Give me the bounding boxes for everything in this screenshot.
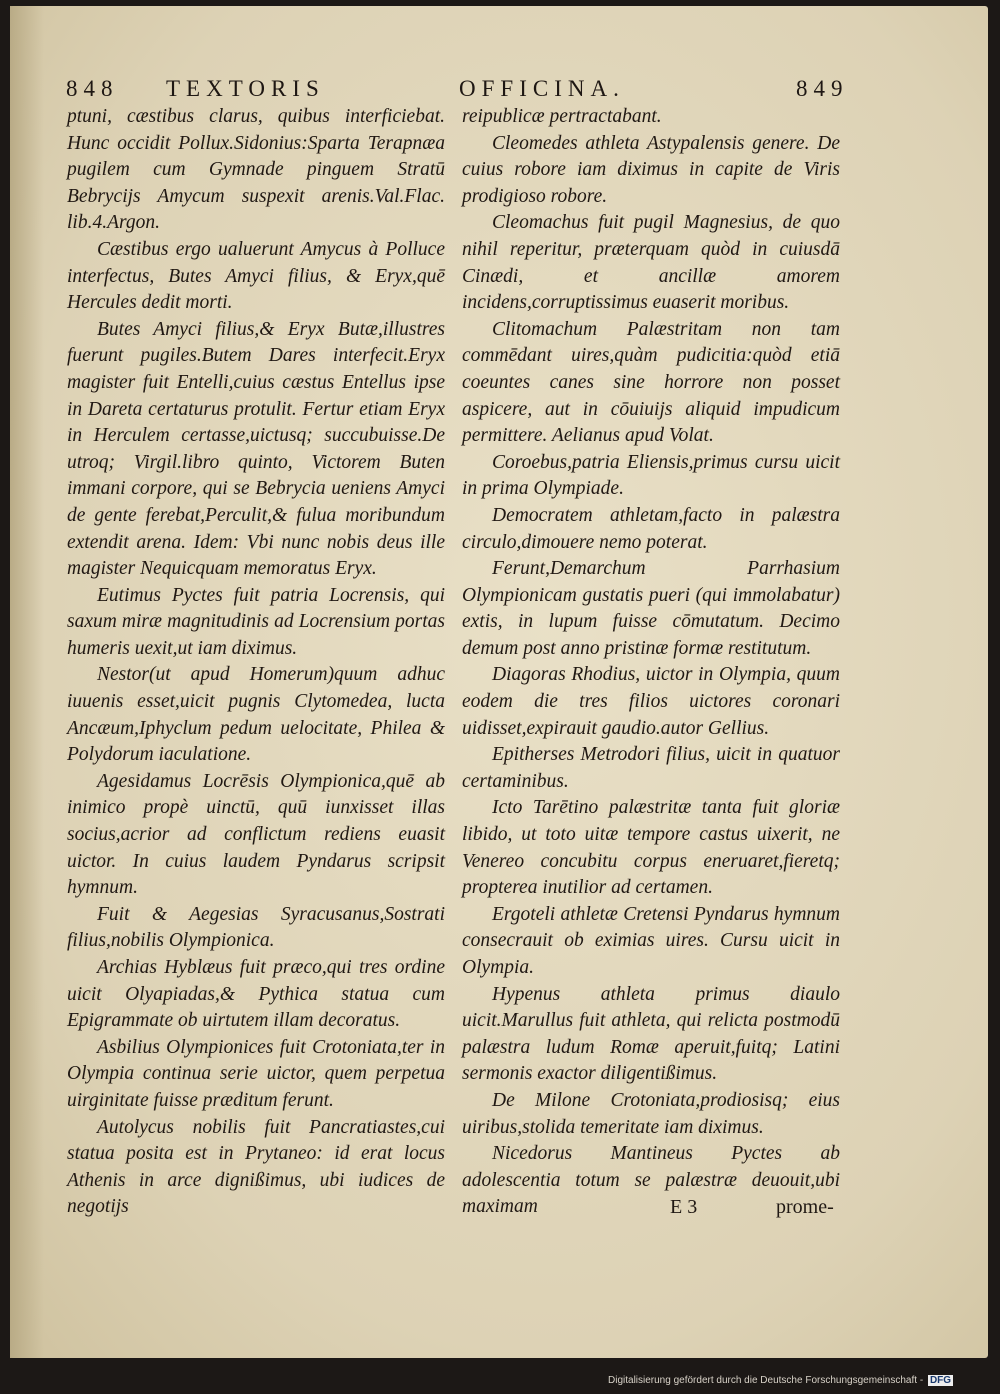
paragraph: Coroebus,patria Eliensis,primus cursu uicit in prima Olympiade. [462, 451, 840, 500]
digitization-credit [608, 1375, 953, 1386]
paragraph: Hypenus athleta primus diaulo uicit.Marullus fuit athleta, qui relicta postmodū palæstra ludum Romæ aperuit,fuitq; Latini sermonis exactor diligentißimus. [462, 983, 840, 1085]
page-gutter-shadow [10, 6, 44, 1358]
paragraph: Asbilius Olympionices fuit Crotoniata,ter in Olympia continua serie uictor, quem perpetua uirginitate fuisse præditum ferunt. [67, 1036, 445, 1111]
paragraph: Butes Amyci filius,& Eryx Butæ,illustres fuerunt pugiles.Butem Dares interfecit.Eryx magister fuit Entelli,cuius cæstus Entellus ipse in Dareta certaturus protulit. Fertur etiam Eryx in Herculem certasse,uictusq; succubuisse.De utroq; Virgil.libro quinto, Victorem Buten immani corpore, qui se Bebrycia ueniens Amyci de gente ferebat,Perculit,& fulua moribundum extendit arena. Idem: Vbi nunc nobis deus ille magister Nequicquam memoratus Eryx. [67, 318, 445, 580]
paragraph: Cleomedes athleta Astypalensis genere. De cuius robore iam diximus in capite de Viris prodigioso robore. [462, 132, 840, 207]
paragraph: Cæstibus ergo ualuerunt Amycus à Polluce interfectus, Butes Amyci filius, & Eryx,quē Hercules dedit morti. [67, 238, 445, 314]
paragraph: Autolycus nobilis fuit Pancratiastes,cui statua posita est in Prytaneo: id erat locus Athenis in arce dignißimus, ubi iudices de negotijs [67, 1116, 445, 1218]
paragraph: Agesidamus Locrēsis Olympionica,quē ab inimico propè uinctū, quū iunxisset illas socius,acrior ad conflictum rediens euasit uictor. In cuius laudem Pyndarus scripsit hymnum. [67, 770, 445, 899]
running-title-right: OFFICINA. [459, 76, 625, 101]
paragraph: Ferunt,Demarchum Parrhasium Olympionicam gustatis pueri (qui immolabatur) extis, in lupum fuisse cōmutatum. Decimo demum post anno pristinæ formæ restitutum. [462, 558, 840, 659]
paragraph: Nestor(ut apud Homerum)quum adhuc iuuenis esset,uicit pugnis Clytomedea, lucta Ancæum,Iphyclum pedum uelocitate, Philea & Polydorum iaculatione. [67, 664, 445, 766]
paragraph: Democratem athletam,facto in palæstra circulo,dimouere nemo poterat. [462, 504, 840, 553]
paragraph: ptuni, cæstibus clarus, quibus interficiebat. Hunc occidit Pollux.Sidonius:Sparta Terapnæa pugilem cum Gymnade pinguem Stratū Bebrycijs Amycum suspexit arenis.Val.Flac. lib.4.Argon. [67, 106, 445, 234]
paragraph: Archias Hyblæus fuit præco,qui tres ordine uicit Olyapiadas,& Pythica statua cum Epigrammate ob uirtutem illam decoratus. [67, 957, 445, 1032]
paragraph: reipublicæ pertractabant. [462, 106, 662, 127]
running-title-left: TEXTORIS [166, 76, 325, 101]
paragraph: De Milone Crotoniata,prodiosisq; eius uiribus,stolida temeritate iam diximus. [462, 1089, 840, 1138]
signature-mark: E 3 [670, 1196, 698, 1218]
paragraph: Icto Tarētino palæstritæ tanta fuit gloriæ libido, ut toto uitæ tempore castus uixerit, ne Venereo concubitu corpus eneruaret,fieretq; propterea inutilior ad certamen. [462, 797, 840, 899]
right-text-column [462, 104, 840, 1221]
paragraph: Clitomachum Palæstritam non tam commēdant uires,quàm pudicitia:quòd etiā coeuntes canes sine horrore non posset aspicere, aut in cōuiuijs aliquid impudicum permittere. Aelianus apud Volat. [462, 318, 840, 447]
credit-text: Digitalisierung gefördert durch die Deutsche Forschungsgemeinschaft - [608, 1375, 924, 1386]
page-number-left: 848 [66, 76, 119, 101]
left-text-column [67, 104, 445, 1221]
catchword: prome- [776, 1196, 834, 1218]
dfg-logo: DFG [929, 1375, 952, 1386]
paragraph: Eutimus Pyctes fuit patria Locrensis, qui saxum miræ magnitudinis ad Locrensium portas humeris uexit,ut iam diximus. [67, 584, 445, 659]
paragraph: Fuit & Aegesias Syracusanus,Sostrati filius,nobilis Olympionica. [67, 903, 445, 952]
paragraph: Epitherses Metrodori filius, uicit in quatuor certaminibus. [462, 744, 840, 792]
paragraph: Cleomachus fuit pugil Magnesius, de quo nihil reperitur, præterquam quòd in cuiusdā Cinædi, et ancillæ amorem incidens,corruptissimus euaserit moribus. [462, 212, 840, 314]
paragraph: Ergoteli athletæ Cretensi Pyndarus hymnum consecrauit ob eximias uires. Cursu uicit in Olympia. [462, 903, 840, 978]
paragraph: Nicedorus Mantineus Pyctes ab adolescentia totum se palæstræ deuouit,ubi maximam [462, 1143, 840, 1218]
page-number-right: 849 [796, 76, 849, 101]
paragraph: Diagoras Rhodius, uictor in Olympia, quum eodem die tres filios uictores coronari uidisset,expirauit gaudio.autor Gellius. [462, 664, 840, 739]
page-footer [670, 1196, 840, 1226]
